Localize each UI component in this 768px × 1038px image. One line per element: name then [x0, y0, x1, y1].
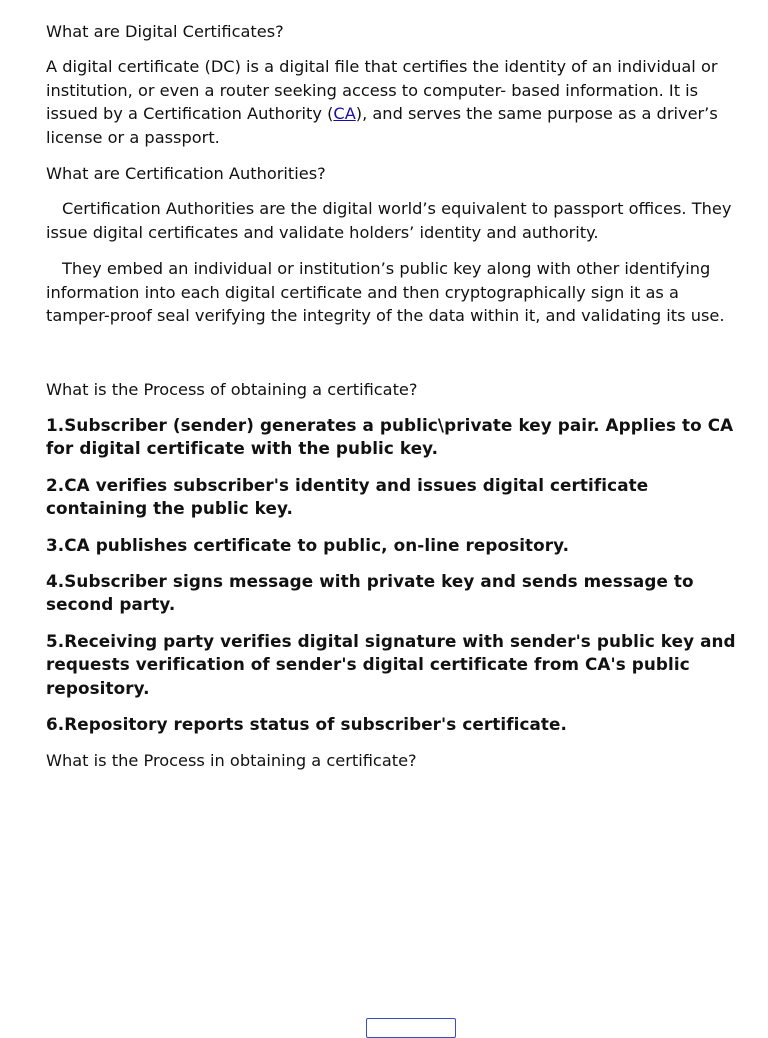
paragraph-ca-2: They embed an individual or institution’s public key along with other identifying information into each digital certificate and then cryptographically sign it as a tamper-proof seal verifying the integrity of the data within it, and validating its use. [46, 259, 725, 326]
paragraph-ca-1: Certification Authorities are the digital world’s equivalent to passport offices. They issue digital certificates and validate holders’ identity and authority. [46, 199, 732, 242]
process-step-2: 2.CA verifies subscriber's identity and issues digital certificate containing the public key. [46, 474, 649, 519]
heading-certification-authorities: What are Certification Authorities? [46, 164, 326, 184]
process-step-5: 5.Receiving party verifies digital signature with sender's public key and requests verification of sender's digital certificate from CA's public repository. [46, 630, 736, 698]
heading-process-in-obtaining: What is the Process in obtaining a certificate? [46, 751, 417, 771]
process-step-1: 1.Subscriber (sender) generates a public\private key pair. Applies to CA for digital certificate with the public key. [46, 414, 734, 459]
dc-text-before-link: A digital certificate (DC) is a digital file that certifies the identity of an individual or institution, or even a router seeking access to computer- based information. It is issued by a Certification Authority ( [46, 57, 718, 124]
bottom-button[interactable] [366, 1018, 456, 1038]
ca-link[interactable]: CA [333, 104, 356, 124]
process-step-4: 4.Subscriber signs message with private key and sends message to second party. [46, 570, 694, 615]
heading-process-obtaining: What is the Process of obtaining a certificate? [46, 380, 418, 400]
heading-digital-certificates: What are Digital Certificates? [46, 22, 284, 41]
process-step-3: 3.CA publishes certificate to public, on-line repository. [46, 534, 570, 555]
spacer [46, 340, 736, 378]
document-page [46, 20, 736, 785]
process-step-6: 6.Repository reports status of subscriber's certificate. [46, 713, 568, 734]
paragraph-digital-certificate [46, 55, 736, 149]
dc-text-after-link: ), and serves the same purpose as a driver’s license or a passport. [46, 104, 718, 147]
